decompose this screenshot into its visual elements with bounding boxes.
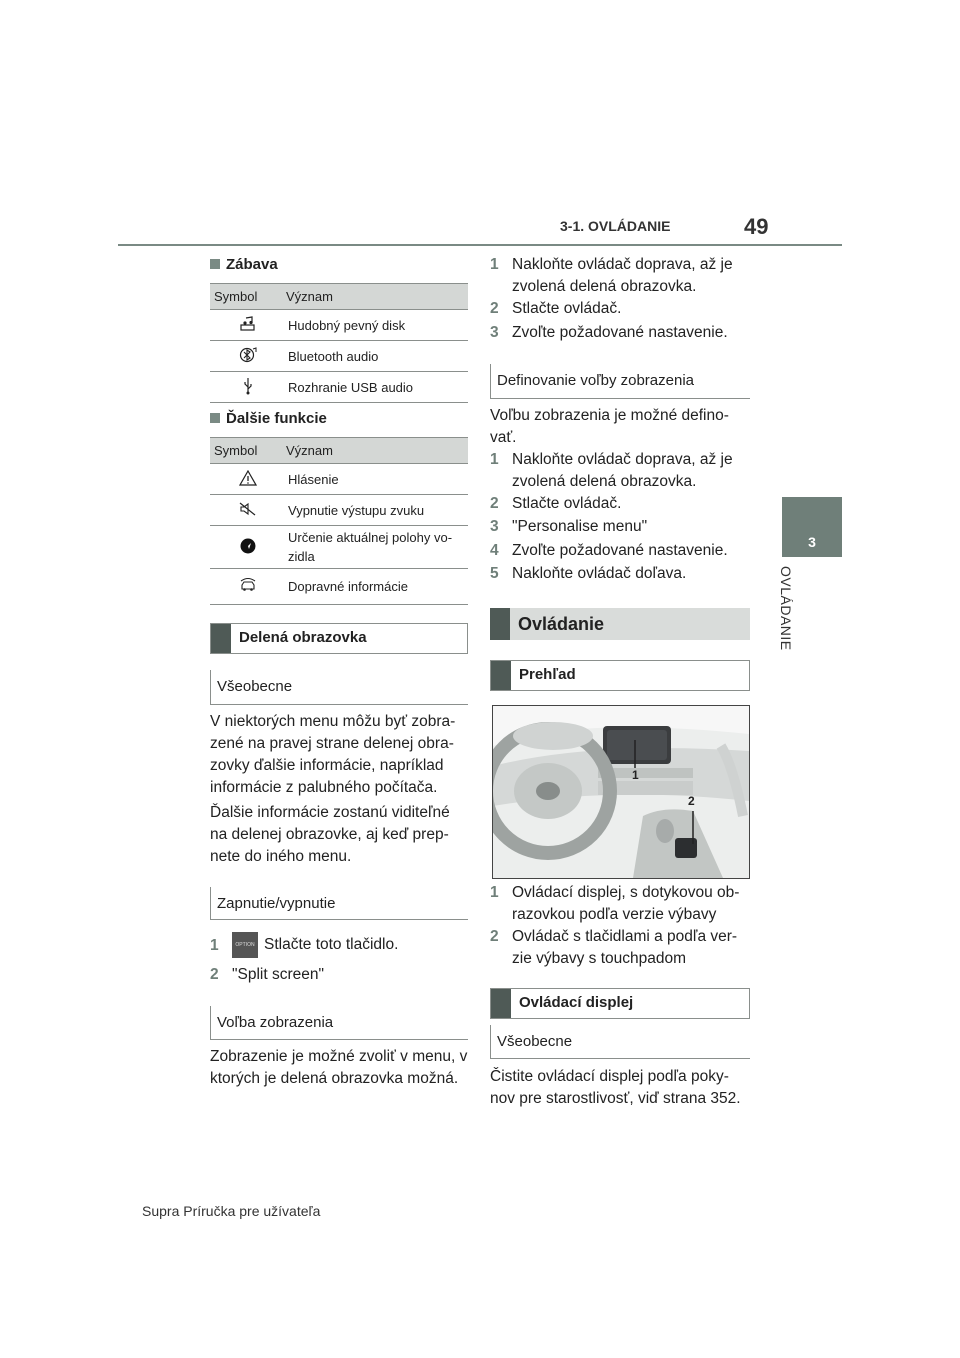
callout-label-2: 2 xyxy=(688,794,695,808)
bluetooth-audio-icon xyxy=(239,352,257,367)
mute-icon xyxy=(239,505,257,520)
square-bullet-icon xyxy=(210,413,220,423)
step-press-button: 1 OPTION Stlačte toto tlačidlo. xyxy=(210,932,468,960)
section-heading-ovladaci-displej: Ovládací displej xyxy=(490,988,750,1019)
page-number: 49 xyxy=(744,214,769,239)
header-divider xyxy=(118,244,842,246)
traffic-info-icon xyxy=(238,581,258,596)
table-row xyxy=(210,372,468,403)
table-header-symbol: Symbol xyxy=(210,284,286,310)
subheading-volba: Voľba zobrazenia xyxy=(210,1006,468,1040)
table-row xyxy=(210,569,468,605)
chapter-side-label: OVLÁDANIE xyxy=(778,566,794,651)
table-cell: Určenie aktuálnej polohy vo-zidla xyxy=(286,526,468,569)
section-heading-split-screen: Delená obrazovka xyxy=(210,623,468,654)
symbol-table-entertainment xyxy=(210,283,468,403)
table-cell: Dopravné informácie xyxy=(286,569,468,605)
hard-disk-music-icon xyxy=(239,320,257,335)
square-bullet-icon xyxy=(210,259,220,269)
symbol-table-other-functions xyxy=(210,437,468,605)
table-cell: Hlásenie xyxy=(286,464,468,495)
chapter-title: 3-1. OVLÁDANIE xyxy=(560,218,671,234)
table-row xyxy=(210,310,468,341)
table-header-symbol: Symbol xyxy=(210,438,286,464)
table-row xyxy=(210,341,468,372)
table-cell: Rozhranie USB audio xyxy=(286,372,468,403)
table-row xyxy=(210,464,468,495)
table-header-meaning: Význam xyxy=(286,438,468,464)
option-button-icon: OPTION xyxy=(232,932,258,958)
subheading-vseobecne-2: Všeobecne xyxy=(490,1025,750,1059)
subheading-definovanie: Definovanie voľby zobrazenia xyxy=(490,364,750,399)
cockpit-illustration xyxy=(492,705,750,879)
callout-label-1: 1 xyxy=(632,768,639,782)
table-cell: Bluetooth audio xyxy=(286,341,468,372)
paragraph-cleaning: Čistite ovládací displej podľa poky-nov pre starostlivosť, viď strana 352. xyxy=(490,1068,741,1107)
section-heading-dalsie-funkcie: Ďalšie funkcie xyxy=(210,410,327,427)
warning-triangle-icon xyxy=(239,474,257,489)
chapter-tab-number: 3 xyxy=(808,534,816,550)
subheading-vseobecne: Všeobecne xyxy=(210,670,468,705)
paragraph-split-visible: Ďalšie informácie zostanú viditeľné na delenej obrazovke, aj keď prep-nete do iného menu. xyxy=(210,804,450,865)
paragraph-definovanie: Voľbu zobrazenia je možné defino-vať. xyxy=(490,407,729,446)
table-header-meaning: Význam xyxy=(286,284,468,310)
paragraph-split-info: V niektorých menu môžu byť zobra-zené na pravej strane delenej obra-zovky ďalšie informácie, napríklad informácie z palubného počítača. xyxy=(210,713,456,796)
table-row xyxy=(210,495,468,526)
usb-icon xyxy=(242,383,254,398)
section-heading-ovladanie: Ovládanie xyxy=(490,608,750,640)
footer-manual-title: Supra Príručka pre užívateľa xyxy=(142,1203,321,1219)
table-cell: Vypnutie výstupu zvuku xyxy=(286,495,468,526)
section-heading-prehlad: Prehľad xyxy=(490,660,750,691)
table-row xyxy=(210,526,468,569)
table-cell: Hudobný pevný disk xyxy=(286,310,468,341)
paragraph-volba: Zobrazenie je možné zvoliť v menu, v ktorých je delená obrazovka možná. xyxy=(210,1048,468,1087)
chapter-tab xyxy=(782,497,842,557)
location-arrow-icon xyxy=(240,542,256,557)
subheading-zapnutie: Zapnutie/vypnutie xyxy=(210,887,468,920)
section-heading-zabava: Zábava xyxy=(210,256,278,273)
